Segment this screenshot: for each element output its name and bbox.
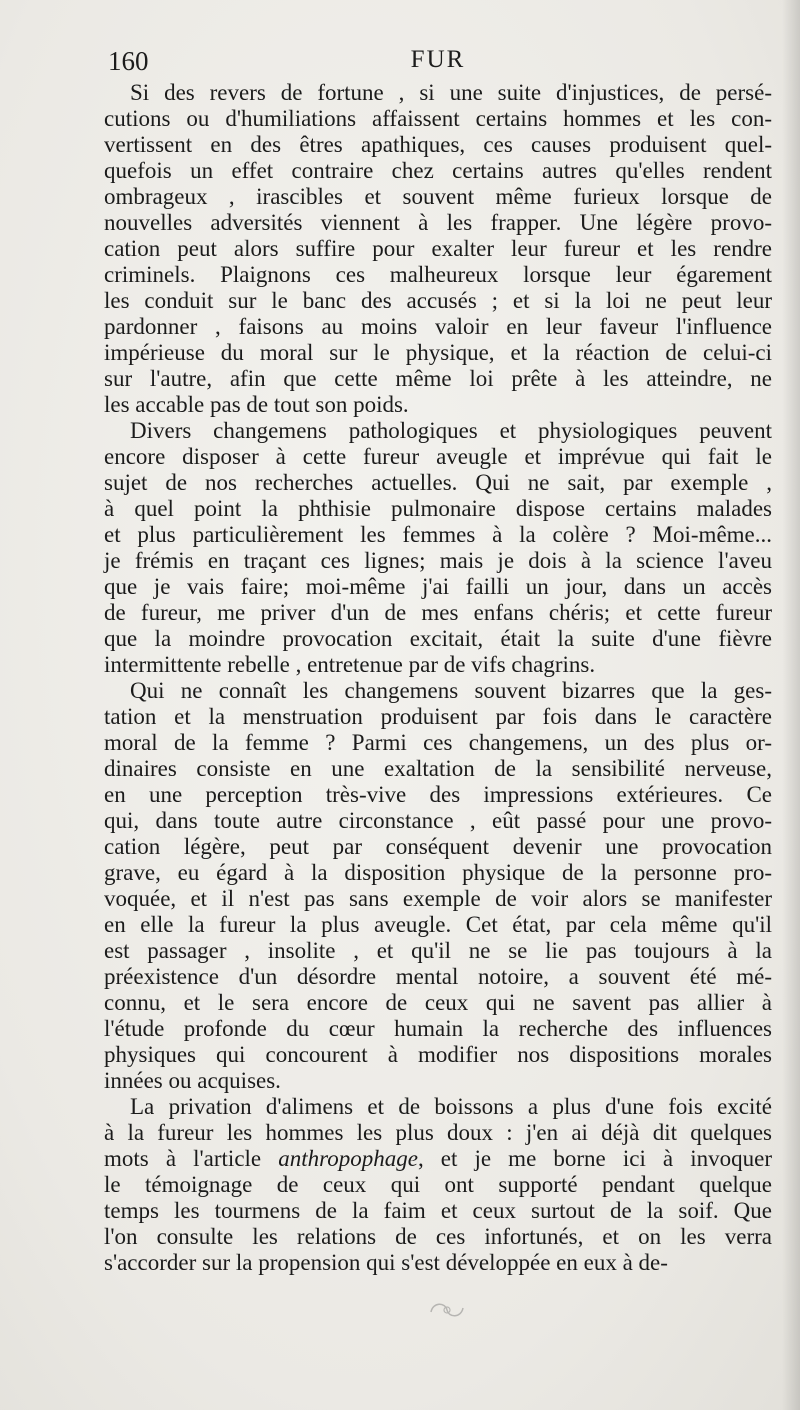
text-line: l'on consulte les relations de ces infortunés, et on les verra <box>104 1224 772 1249</box>
text-line: et plus particulièrement les femmes à la colère ? Moi-même... <box>104 522 772 547</box>
text-line: tation et la menstruation produisent par fois dans le caractère <box>104 704 772 729</box>
text-line: intermittente rebelle , entretenue par de vifs chagrins. <box>104 652 596 677</box>
paragraph <box>104 80 772 418</box>
body-text <box>104 80 772 1276</box>
text-line: qui, dans toute autre circonstance , eût passé pour une provo- <box>104 808 772 833</box>
paragraph <box>104 678 772 1094</box>
text-line: physiques qui concourent à modifier nos dispositions morales <box>104 1042 772 1067</box>
page-edge-shadow <box>782 0 800 1410</box>
text-line: quefois un effet contraire chez certains autres qu'elles rendent <box>104 158 772 183</box>
text-line: criminels. Plaignons ces malheureux lorsque leur égarement <box>104 262 772 287</box>
text-line: que la moindre provocation excitait, était la suite d'une fièvre <box>104 626 772 651</box>
text-line: à quel point la phthisie pulmonaire dispose certains malades <box>104 496 772 521</box>
text-line: Divers changemens pathologiques et physiologiques peuvent <box>130 418 772 443</box>
text-line: préexistence d'un désordre mental notoire, a souvent été mé- <box>104 964 772 989</box>
printer-ornament-icon <box>425 1298 469 1322</box>
text-line: s'accorder sur la propension qui s'est développée en eux à de- <box>104 1250 668 1275</box>
text-line: le témoignage de ceux qui ont supporté pendant quelque <box>104 1172 772 1197</box>
text-line: connu, et le sera encore de ceux qui ne savent pas allier à <box>104 990 772 1015</box>
text-line: de fureur, me priver d'un de mes enfans chéris; et cette fureur <box>104 600 772 625</box>
text-line: vertissent en des êtres apathiques, ces causes produisent quel- <box>104 132 772 157</box>
text-line: en une perception très-vive des impressions extérieures. Ce <box>104 782 772 807</box>
text-line: sujet de nos recherches actuelles. Qui ne sait, par exemple , <box>104 470 772 495</box>
text-line: est passager , insolite , et qu'il ne se lie pas toujours à la <box>104 938 772 963</box>
text-line: les conduit sur le banc des accusés ; et si la loi ne peut leur <box>104 288 772 313</box>
text-line: La privation d'alimens et de boissons a plus d'une fois excité <box>130 1094 772 1119</box>
text-line: nouvelles adversités viennent à les frapper. Une légère provo- <box>104 210 772 235</box>
text-line: cation légère, peut par conséquent devenir une provocation <box>104 834 772 859</box>
text-line: à la fureur les hommes les plus doux : j'en ai déjà dit quelques <box>104 1120 772 1145</box>
text-line: dinaires consiste en une exaltation de la sensibilité nerveuse, <box>104 756 772 781</box>
text-line: que je vais faire; moi-même j'ai failli un jour, dans un accès <box>104 574 772 599</box>
text-line: mots à l'article anthropophage, et je me borne ici à invoquer <box>104 1146 772 1171</box>
text-line: cutions ou d'humiliations affaissent certains hommes et les con- <box>104 106 772 131</box>
text-line: Si des revers de fortune , si une suite d'injustices, de persé- <box>130 80 772 105</box>
text-line: je frémis en traçant ces lignes; mais je dois à la science l'aveu <box>104 548 772 573</box>
page-number: 160 <box>108 46 149 76</box>
text-line: innées ou acquises. <box>104 1068 281 1093</box>
paragraph <box>104 1094 772 1276</box>
text-line: l'étude profonde du cœur humain la recherche des influences <box>104 1016 772 1041</box>
running-head <box>108 46 768 80</box>
text-line: Qui ne connaît les changemens souvent bizarres que la ges- <box>130 678 772 703</box>
text-line: encore disposer à cette fureur aveugle et imprévue qui fait le <box>104 444 772 469</box>
paragraph <box>104 418 772 678</box>
text-line: sur l'autre, afin que cette même loi prête à les atteindre, ne <box>104 366 772 391</box>
text-line: grave, eu égard à la disposition physique de la personne pro- <box>104 860 772 885</box>
text-line: pardonner , faisons au moins valoir en leur faveur l'influence <box>104 314 772 339</box>
text-line: les accable pas de tout son poids. <box>104 392 409 417</box>
text-line: en elle la fureur la plus aveugle. Cet état, par cela même qu'il <box>104 912 772 937</box>
text-line: temps les tourmens de la faim et ceux surtout de la soif. Que <box>104 1198 772 1223</box>
text-line: impérieuse du moral sur le physique, et la réaction de celui-ci <box>104 340 772 365</box>
text-line: voquée, et il n'est pas sans exemple de voir alors se manifester <box>104 886 772 911</box>
text-line: ombrageux , irascibles et souvent même furieux lorsque de <box>104 184 772 209</box>
text-line: moral de la femme ? Parmi ces changemens, un des plus or- <box>104 730 772 755</box>
text-line: cation peut alors suffire pour exalter leur fureur et les rendre <box>104 236 772 261</box>
running-title: FUR <box>410 46 466 73</box>
